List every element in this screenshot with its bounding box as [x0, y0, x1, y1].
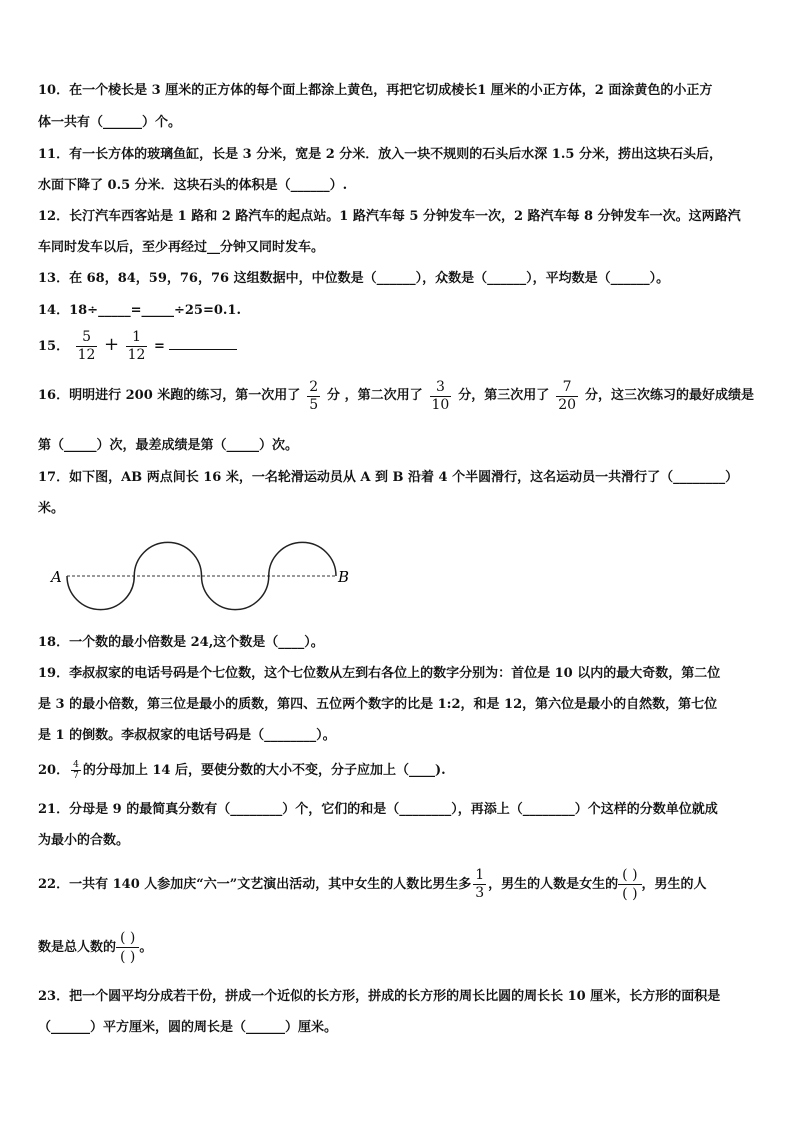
q22-part-c: ，男生的人: [641, 877, 707, 892]
q19-line1: 19．李叔叔家的电话号码是个七位数，这个七位数从左到右各位上的数字分别为：首位是 10 以内的最大奇数，第二位: [38, 666, 721, 681]
q13-text: 13．在 68，84，59，76，76 这组数据中，中位数是（______），众数是（______），平均数是（______）。: [38, 271, 670, 286]
answer-blank: [169, 337, 237, 350]
semicircle-path-svg: [46, 540, 366, 612]
q22-line1: [38, 865, 707, 905]
semicircle-2: [134, 542, 201, 576]
point-b-label: B: [338, 568, 350, 586]
q20: [38, 758, 446, 784]
q21-line1: 21．分母是 9 的最简真分数有（________）个，它们的和是（________），再添上（________）个这样的分数单位就成: [38, 802, 718, 817]
semicircle-4: [269, 542, 336, 576]
q16-part-b: 分 ，第二次用了: [327, 388, 423, 403]
q21-line2: 为最小的合数。: [38, 833, 130, 848]
semicircle-3: [202, 576, 269, 610]
q16-fraction-3: $\frac{7}{20}$: [558, 379, 577, 413]
q15-fraction-1: $\frac{5}{12}$: [77, 329, 96, 363]
plus-sign: +: [103, 334, 120, 355]
q20-number: 20．: [38, 763, 70, 778]
q20-text: 的分母加上 14 后，要使分数的大小不变，分子应加上（____).: [82, 763, 446, 778]
q17-line1: 17．如下图，AB 两点间长 16 米，一名轮滑运动员从 A 到 B 沿着 4 个半圆滑行，这名运动员一共滑行了（________）: [38, 470, 739, 485]
point-a-label: A: [51, 568, 62, 586]
q22-answer-fraction-2: ( ) ( ): [116, 929, 139, 966]
q16-part-a: 16．明明进行 200 米跑的练习，第一次用了: [38, 388, 301, 403]
q12-line2: 车同时发车以后，至少再经过__分钟又同时发车。: [38, 240, 325, 255]
q11-line2: 水面下降了 0.5 分米．这块石头的体积是（______）.: [38, 178, 348, 193]
q10-line2: 体一共有（______）个。: [38, 115, 182, 130]
q18-text: 18．一个数的最小倍数是 24,这个数是（____）。: [38, 635, 324, 650]
q17-line2: 米。: [38, 501, 65, 516]
q22-fraction: $\frac{1}{3}$: [475, 867, 485, 901]
q19-line2: 是 3 的最小倍数，第三位是最小的质数，第四、五位两个数字的比是 1:2，和是 12，第六位是最小的自然数，第七位: [38, 697, 718, 712]
q22-part-b: ，男生的人数是女生的: [488, 877, 619, 892]
q23-line2: （______）平方厘米，圆的周长是（______）厘米。: [38, 1020, 338, 1035]
q22-answer-fraction-1: ( ) ( ): [618, 866, 641, 903]
q15-number: 15．: [38, 339, 70, 354]
q22-line2-text: 数是总人数的: [38, 940, 117, 955]
q16-line1: [38, 379, 754, 414]
q16-part-c: 分，第三次用了: [458, 388, 550, 403]
q16-fraction-1: $\frac{2}{5}$: [309, 379, 319, 413]
q20-fraction: $\frac{4}{7}$: [73, 760, 79, 781]
q23-line1: 23．把一个圆平均分成若干份，拼成一个近似的长方形，拼成的长方形的周长比圆的周长长 10 厘米，长方形的面积是: [38, 989, 721, 1004]
q22-end: 。: [139, 940, 153, 955]
q15: [38, 328, 237, 364]
q16-part-d: 分，这三次练习的最好成绩是: [584, 388, 754, 403]
q16-fraction-2: $\frac{3}{10}$: [431, 379, 450, 413]
equals-sign: =: [153, 339, 165, 354]
semicircle-path-figure: [46, 540, 366, 616]
q16-line2: 第（_____）次，最差成绩是第（_____）次。: [38, 438, 299, 453]
q19-line3: 是 1 的倒数。李叔叔家的电话号码是（________）。: [38, 728, 336, 743]
semicircle-1: [67, 576, 134, 610]
q10-line1: 10．在一个棱长是 3 厘米的正方体的每个面上都涂上黄色，再把它切成棱长1 厘米的小正方体，2 面涂黄色的小正方: [38, 83, 713, 98]
q22-line2: [38, 928, 152, 968]
q14-text: 14．18÷_____=_____÷25=0.1.: [38, 303, 241, 318]
q11-line1: 11．有一长方体的玻璃鱼缸，长是 3 分米，宽是 2 分米．放入一块不规则的石头后水深 1.5 分米，捞出这块石头后，: [38, 147, 722, 162]
q22-part-a: 22．一共有 140 人参加庆“六一”文艺演出活动，其中女生的人数比男生多: [38, 877, 472, 892]
q15-fraction-2: $\frac{1}{12}$: [127, 329, 146, 363]
q12-line1: 12．长汀汽车西客站是 1 路和 2 路汽车的起点站。1 路汽车每 5 分钟发车一次，2 路汽车每 8 分钟发车一次。这两路汽: [38, 209, 741, 224]
